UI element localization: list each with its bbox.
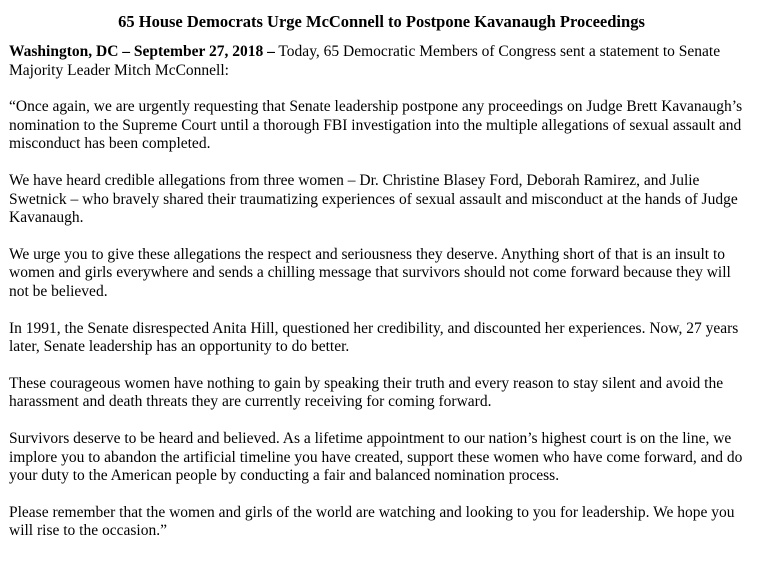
document-title: 65 House Democrats Urge McConnell to Postpone Kavanaugh Proceedings <box>118 12 645 31</box>
dateline: Washington, DC – September 27, 2018 – <box>9 43 275 60</box>
intro-paragraph <box>9 43 754 80</box>
statement-paragraph-6: Survivors deserve to be heard and believed. As a lifetime appointment to our nation’s highest court is on the line, we implore you to abandon the artificial timeline you have created, support these women who have come forward, and do your duty to the American people by conducting a fair and balanced nomination process. <box>9 429 743 485</box>
statement-paragraph-1: “Once again, we are urgently requesting that Senate leadership postpone any proceedings on Judge Brett Kavanaugh’s nomination to the Supreme Court until a thorough FBI investigation into the multiple allegations of sexual assault and misconduct has been completed. <box>9 98 743 153</box>
statement-paragraph-3: We urge you to give these allegations the respect and seriousness they deserve. Anything short of that is an insult to women and girls everywhere and sends a chilling message that survivors should not come forward because they will not be believed. <box>9 245 731 300</box>
statement-paragraph-2: We have heard credible allegations from three women – Dr. Christine Blasey Ford, Deborah Ramirez, and Julie Swetnick – who bravely shared their traumatizing experiences of sexual assault and misconduct at the hands of Judge Kavanaugh. <box>9 171 738 227</box>
statement-paragraph-7: Please remember that the women and girls of the world are watching and looking to you for leadership. We hope you will rise to the occasion.” <box>9 503 735 540</box>
statement-paragraph-5: These courageous women have nothing to gain by speaking their truth and every reason to stay silent and avoid the harassment and death threats they are currently receiving for coming forward. <box>9 374 724 411</box>
intro-text: Today, 65 Democratic Members of Congress sent a statement to Senate Majority Leader Mitch McConnell: <box>9 43 721 79</box>
statement-paragraph-4: In 1991, the Senate disrespected Anita Hill, questioned her credibility, and discounted her experiences. Now, 27 years later, Senate leadership has an opportunity to do better. <box>9 319 739 356</box>
